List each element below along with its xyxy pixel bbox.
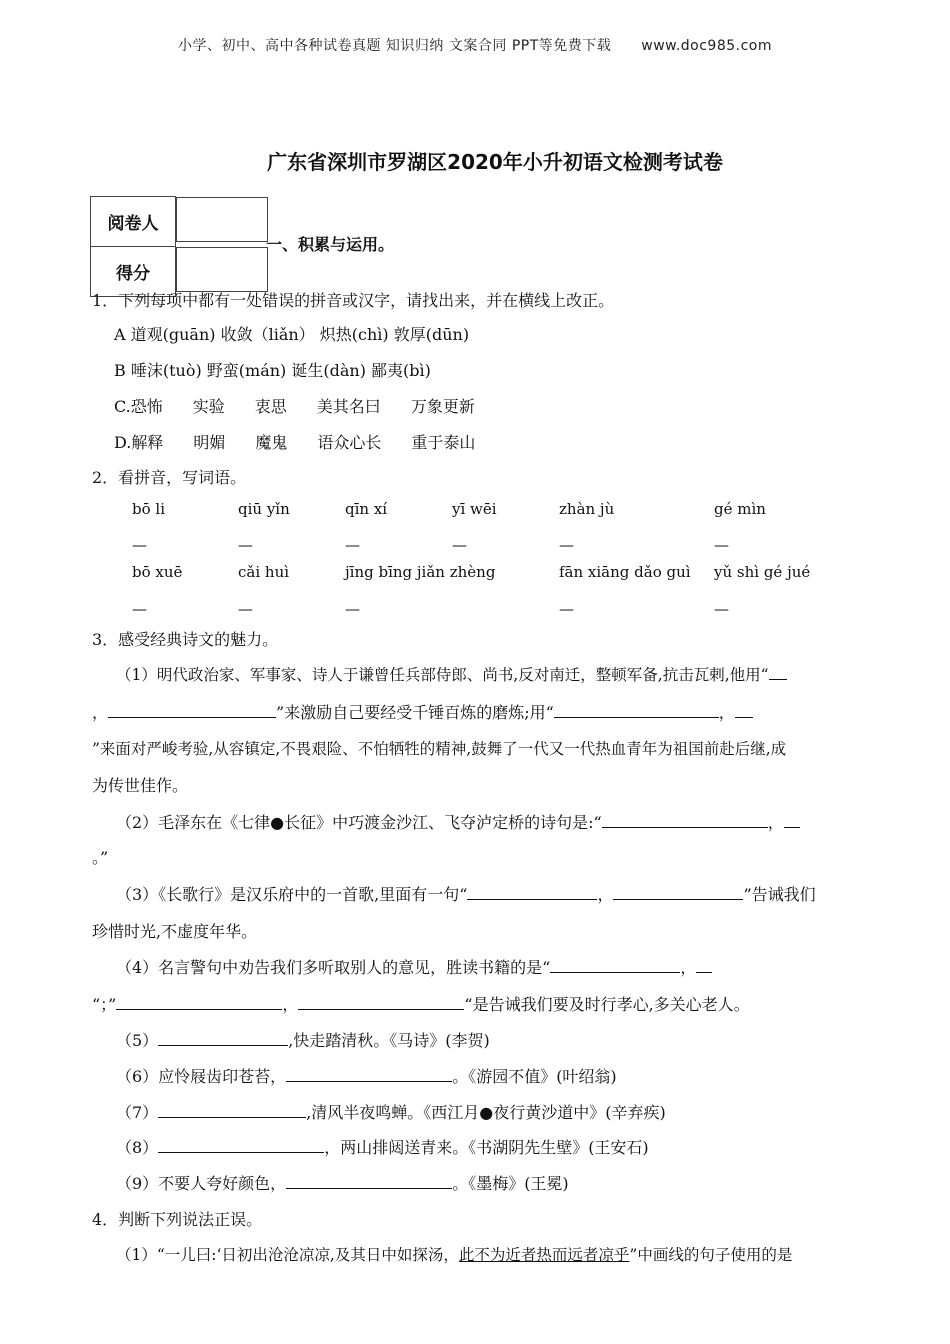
score-cell[interactable] — [176, 247, 268, 292]
fill-blank[interactable] — [286, 1067, 452, 1082]
fill-blank[interactable] — [467, 885, 597, 900]
answer-blank[interactable]: — — [132, 600, 147, 618]
comma: ， — [680, 958, 697, 977]
q3-p9 — [116, 1171, 569, 1194]
pinyin: gé mìn — [714, 500, 766, 518]
fill-blank[interactable] — [613, 885, 743, 900]
fill-blank[interactable] — [696, 958, 712, 973]
fill-blank[interactable] — [116, 995, 282, 1010]
q3-p1-text: ”来激励自己要经受千锤百炼的磨炼;用“ — [276, 703, 554, 722]
q3-p3-line2: 珍惜时光,不虚度年华。 — [92, 922, 258, 941]
item-number: （7） — [116, 1103, 159, 1122]
q2-stem: 2．看拼音，写词语。 — [92, 468, 247, 487]
answer-blank[interactable]: — — [452, 536, 467, 554]
q3-p3 — [116, 882, 816, 905]
q3-p9-text: （9）不要人夸好颜色， — [116, 1174, 287, 1193]
q1-option-c — [114, 394, 475, 417]
q3-p4-text: （4）名言警句中劝告我们多听取别人的意见，胜读书籍的是“ — [116, 958, 551, 977]
q3-p5 — [116, 1028, 490, 1051]
q1-c-word: 衷思 — [254, 397, 287, 416]
q3-p2-text: （2）毛泽东在《七律●长征》中巧渡金沙江、飞夺泸定桥的诗句是:“ — [116, 813, 602, 832]
q3-p5-text: ,快走踏清秋。《马诗》(李贺) — [288, 1031, 490, 1050]
pinyin: yǔ shì gé jué — [714, 563, 811, 581]
fill-blank[interactable] — [784, 813, 800, 828]
q1-d-word: 魔鬼 — [255, 433, 288, 452]
q1-option-d — [114, 430, 475, 453]
score-table — [90, 196, 269, 297]
q3-stem: 3．感受经典诗文的魅力。 — [92, 630, 279, 649]
pinyin: qiū yǐn — [238, 500, 290, 518]
section-heading: 一、积累与运用。 — [266, 235, 395, 254]
q3-p1-line4: 为传世佳作。 — [92, 776, 189, 795]
q3-p4-text: “；” — [92, 995, 117, 1014]
q1-d-word: 重于泰山 — [411, 433, 476, 452]
comma: ， — [718, 703, 735, 722]
q4-p1 — [116, 1243, 792, 1265]
page-header — [0, 35, 950, 55]
score-label: 得分 — [91, 247, 176, 297]
q3-p9-text: 。《墨梅》(王冕) — [452, 1174, 569, 1193]
comma: ， — [92, 703, 109, 722]
q3-p1-text: （1）明代政治家、军事家、诗人于谦曾任兵部侍郎、尚书,反对南迁，整顿军备,抗击瓦剌,他用“ — [116, 666, 769, 684]
fill-blank[interactable] — [769, 665, 787, 680]
header-url[interactable]: www.doc985.com — [641, 38, 773, 54]
q3-p4-text: “是告诫我们要及时行孝心,多关心老人。 — [464, 995, 750, 1014]
reviewer-label: 阅卷人 — [91, 197, 176, 247]
pinyin: zhàn jù — [559, 500, 615, 518]
q3-p1 — [116, 663, 787, 685]
answer-blank[interactable]: — — [345, 536, 360, 554]
pinyin: bō li — [132, 500, 165, 518]
q1-stem: 1．下列每项中都有一处错误的拼音或汉字，请找出来，并在横线上改正。 — [92, 291, 615, 310]
answer-blank[interactable]: — — [132, 536, 147, 554]
q3-p7-text: ,清风半夜鸣蝉。《西江月●夜行黄沙道中》(辛弃疾) — [306, 1103, 666, 1122]
fill-blank[interactable] — [158, 1103, 306, 1118]
q1-option-b: B 唾沫(tuò) 野蛮(mán) 诞生(dàn) 鄙夷(bì) — [114, 361, 431, 380]
pinyin: fān xiāng dǎo guì — [559, 563, 691, 581]
answer-blank[interactable]: — — [238, 536, 253, 554]
page-title: 广东省深圳市罗湖区2020年小升初语文检测考试卷 — [267, 150, 723, 174]
q3-p3-text: ”告诫我们 — [743, 885, 816, 904]
fill-blank[interactable] — [602, 813, 768, 828]
q3-p2-end: 。” — [92, 848, 109, 867]
answer-blank[interactable]: — — [559, 600, 574, 618]
q3-p6 — [116, 1064, 617, 1087]
q1-c-word: C.恐怖 — [114, 397, 163, 416]
comma: ， — [597, 885, 614, 904]
q1-d-word: 明媚 — [193, 433, 226, 452]
fill-blank[interactable] — [158, 1138, 324, 1153]
fill-blank[interactable] — [550, 958, 680, 973]
q3-p4 — [116, 955, 712, 978]
q4-stem: 4．判断下列说法正误。 — [92, 1210, 263, 1229]
pinyin: jīng bīng jiǎn zhèng — [345, 563, 496, 581]
q3-p6-text: （6）应怜屐齿印苍苔， — [116, 1067, 287, 1086]
q3-p1-line2 — [92, 700, 753, 723]
q3-p4-line2 — [92, 992, 750, 1015]
q3-p1-line3: ”来面对严峻考验,从容镇定,不畏艰险、不怕牺牲的精神,鼓舞了一代又一代热血青年为祖国前赴后继,成 — [92, 740, 787, 758]
comma: ， — [282, 995, 299, 1014]
answer-blank[interactable]: — — [714, 600, 729, 618]
fill-blank[interactable] — [554, 703, 719, 718]
pinyin: bō xuē — [132, 563, 183, 581]
fill-blank[interactable] — [286, 1174, 452, 1189]
pinyin: yī wēi — [452, 500, 497, 518]
q3-p2 — [116, 810, 800, 833]
answer-blank[interactable]: — — [238, 600, 253, 618]
fill-blank[interactable] — [158, 1031, 288, 1046]
q3-p8 — [116, 1135, 649, 1158]
q1-option-a: A 道观(guān) 收敛（liǎn） 炽热(chì) 敦厚(dūn) — [114, 325, 470, 344]
item-number: （8） — [116, 1138, 159, 1157]
q1-c-word: 实验 — [192, 397, 225, 416]
fill-blank[interactable] — [298, 995, 464, 1010]
pinyin: cǎi huì — [238, 563, 290, 581]
q4-p1-text: （1）“一儿曰:‘日初出沧沧凉凉,及其日中如探汤， — [116, 1246, 459, 1264]
q3-p3-text: （3）《长歌行》是汉乐府中的一首歌,里面有一句“ — [116, 885, 468, 904]
item-number: （5） — [116, 1031, 159, 1050]
answer-blank[interactable]: — — [345, 600, 360, 618]
q1-d-word: D.解释 — [114, 433, 164, 452]
comma: ， — [767, 813, 784, 832]
fill-blank[interactable] — [735, 703, 753, 718]
q3-p7 — [116, 1100, 666, 1123]
q1-c-word: 万象更新 — [410, 397, 475, 416]
q4-p1-text: ”中画线的句子使用的是 — [629, 1246, 793, 1264]
q1-d-word: 语众心长 — [317, 433, 382, 452]
fill-blank[interactable] — [108, 703, 276, 718]
pinyin: qīn xí — [345, 500, 388, 518]
answer-blank[interactable]: — — [714, 536, 729, 554]
header-text: 小学、初中、高中各种试卷真题 知识归纳 文案合同 PPT等免费下载 — [177, 38, 612, 54]
q1-c-word: 美其名曰 — [316, 397, 381, 416]
reviewer-cell[interactable] — [176, 197, 268, 242]
underlined-sentence: 此不为近者热而远者凉乎 — [458, 1246, 630, 1264]
answer-blank[interactable]: — — [559, 536, 574, 554]
q3-p8-text: ，两山排闼送青来。《书湖阴先生壁》(王安石) — [324, 1138, 649, 1157]
q3-p6-text: 。《游园不值》(叶绍翁) — [452, 1067, 617, 1086]
